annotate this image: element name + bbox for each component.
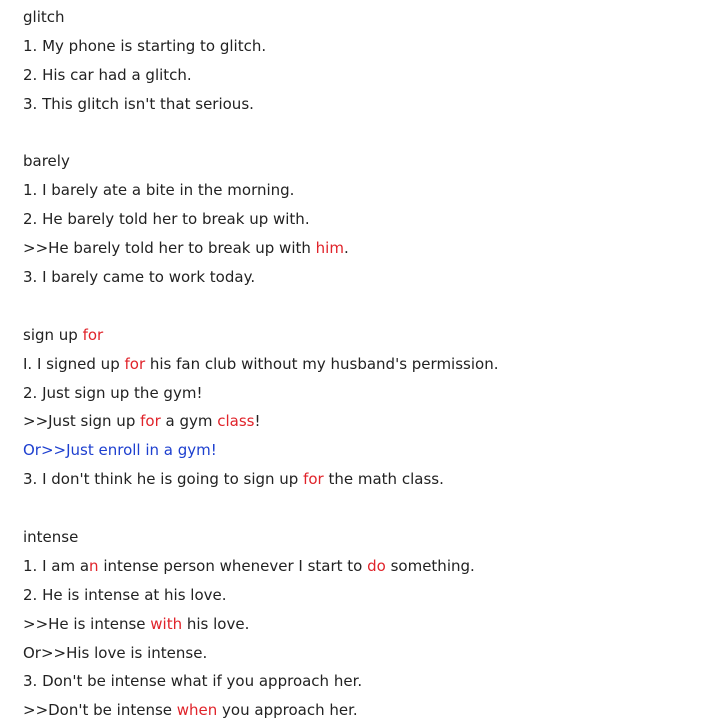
text-segment: intense	[23, 528, 79, 547]
vocab-heading	[23, 523, 713, 552]
text-segment: >>He barely told her to break up with	[23, 239, 316, 258]
example-sentence	[23, 639, 713, 668]
text-segment: his fan club without my husband's permission.	[145, 354, 499, 373]
highlighted-text: do	[367, 556, 386, 575]
text-segment: 3. I don't think he is going to sign up	[23, 470, 304, 489]
vocab-section	[23, 147, 713, 291]
text-segment: >>Just sign up	[23, 412, 141, 431]
example-sentence	[23, 610, 713, 639]
text-segment: 2. He barely told her to break up with.	[23, 210, 310, 229]
text-segment: glitch	[23, 8, 65, 26]
text-segment: 2. He is intense at his love.	[23, 585, 227, 604]
example-sentence	[23, 379, 713, 408]
text-segment: barely	[23, 152, 70, 171]
text-segment: 3. Don't be intense what if you approach her.	[23, 672, 363, 691]
text-segment: 2. His car had a glitch.	[23, 65, 192, 84]
text-segment: a gym	[160, 412, 218, 431]
example-sentence	[23, 90, 713, 119]
text-segment: 1. I am a	[23, 556, 90, 575]
example-sentence	[23, 667, 713, 696]
highlighted-text: class	[217, 412, 255, 431]
highlighted-text: for	[82, 325, 104, 344]
text-segment: sign up	[23, 325, 83, 344]
highlighted-text: for	[124, 354, 146, 373]
example-sentence	[23, 61, 713, 90]
section-spacer	[23, 292, 713, 321]
highlighted-text: him	[315, 239, 344, 258]
example-sentence	[23, 205, 713, 234]
vocab-section	[23, 321, 713, 494]
text-segment: his love.	[182, 614, 250, 633]
section-spacer	[23, 494, 713, 523]
example-sentence	[23, 234, 713, 263]
vocab-heading	[23, 147, 713, 176]
text-segment: 3. I barely came to work today.	[23, 268, 256, 287]
highlighted-text: Or>>Just enroll in a gym!	[23, 441, 217, 460]
vocab-heading	[23, 321, 713, 350]
example-sentence	[23, 465, 713, 494]
text-segment: Or>>His love is intense.	[23, 643, 208, 662]
highlighted-text: when	[176, 701, 218, 720]
example-sentence	[23, 696, 713, 725]
vocab-heading	[23, 3, 713, 32]
vocab-section	[23, 523, 713, 725]
example-sentence	[23, 436, 713, 465]
example-sentence	[23, 407, 713, 436]
highlighted-text: with	[150, 614, 183, 633]
text-segment: intense person whenever I start to	[98, 556, 368, 575]
text-segment: I. I signed up	[23, 354, 125, 373]
text-segment: something.	[385, 556, 475, 575]
example-sentence	[23, 176, 713, 205]
example-sentence	[23, 350, 713, 379]
example-sentence	[23, 32, 713, 61]
highlighted-text: for	[303, 470, 324, 489]
document-body	[23, 3, 713, 725]
text-segment: 1. My phone is starting to glitch.	[23, 36, 267, 55]
highlighted-text: for	[140, 412, 161, 431]
highlighted-text: n	[89, 556, 99, 575]
text-segment: 1. I barely ate a bite in the morning.	[23, 181, 295, 200]
text-segment: the math class.	[323, 470, 444, 489]
vocab-section	[23, 3, 713, 119]
example-sentence	[23, 581, 713, 610]
text-segment: >>Don't be intense	[23, 701, 177, 720]
text-segment: 2. Just sign up the gym!	[23, 383, 203, 402]
example-sentence	[23, 263, 713, 292]
text-segment: .	[343, 239, 349, 258]
text-segment: >>He is intense	[23, 614, 151, 633]
example-sentence	[23, 552, 713, 581]
text-segment: you approach her.	[217, 701, 358, 720]
text-segment: 3. This glitch isn't that serious.	[23, 94, 254, 113]
section-spacer	[23, 119, 713, 148]
text-segment: !	[254, 412, 261, 431]
